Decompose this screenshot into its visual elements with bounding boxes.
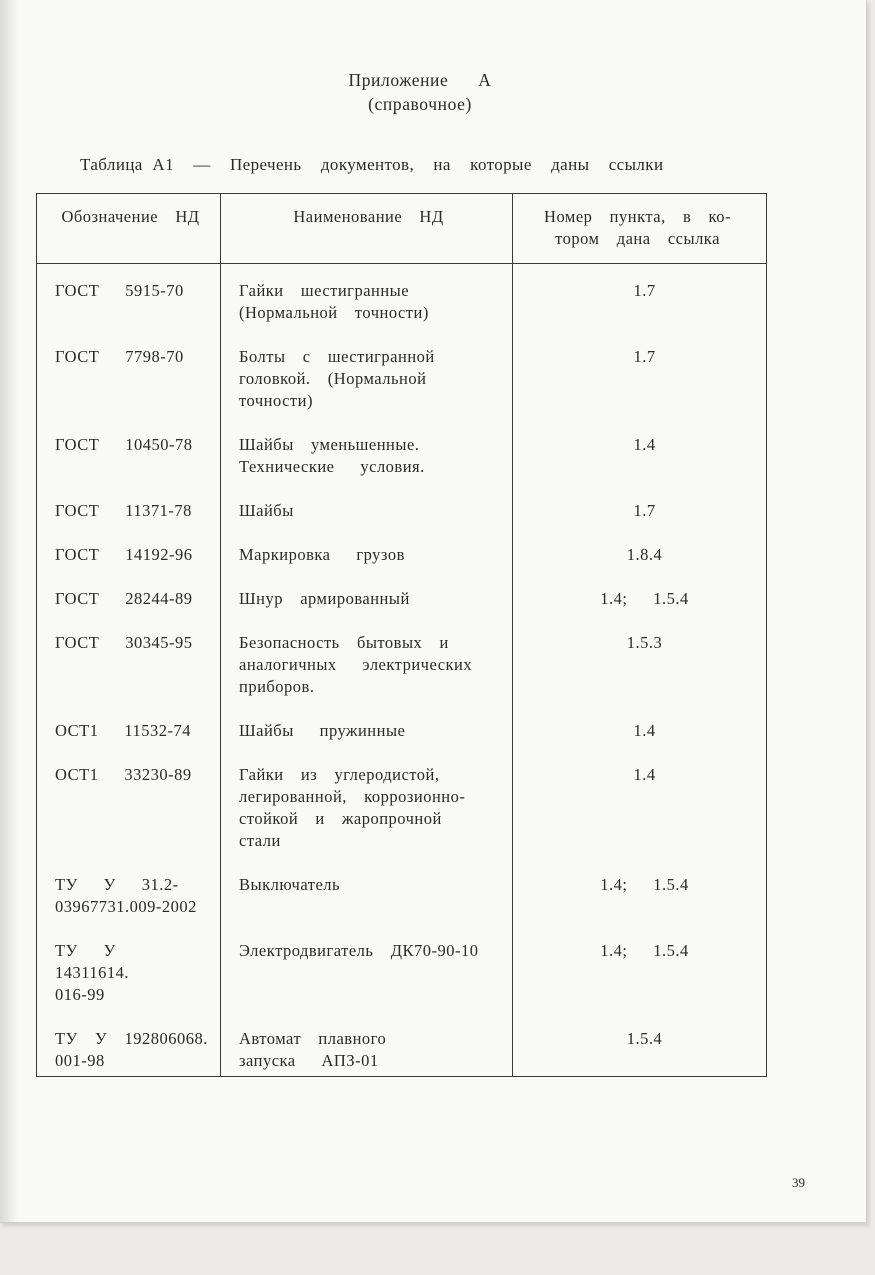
cell-name: Безопасность бытовых и аналогичных электрических приборов. [221, 632, 513, 720]
cell-name: Болты с шестигранной головкой. (Нормальной точности) [221, 346, 513, 434]
appendix-subtitle: (справочное) [368, 94, 472, 114]
page-number: 39 [792, 1175, 805, 1190]
header-designation: Обозначение НД [37, 194, 221, 264]
header-name: Наименование НД [221, 194, 513, 264]
table-row [37, 346, 767, 434]
cell-designation: ТУ У 31.2- 03967731.009-2002 [37, 874, 221, 940]
table-row [37, 874, 767, 940]
cell-designation: ГОСТ 10450-78 [37, 434, 221, 500]
cell-clause: 1.7 [513, 500, 767, 544]
cell-name: Шайбы [221, 500, 513, 544]
cell-clause: 1.5.4 [513, 1028, 767, 1077]
table-row [37, 434, 767, 500]
cell-designation: ТУ У 192806068. 001-98 [37, 1028, 221, 1077]
table-caption: Таблица А1 — Перечень документов, на которые даны ссылки [80, 155, 664, 174]
cell-designation: ОСТ1 11532-74 [37, 720, 221, 764]
header-clause: Номер пункта, в ко- тором дана ссылка [513, 194, 767, 264]
cell-name: Шайбы пружинные [221, 720, 513, 764]
table-header-row [37, 194, 767, 264]
cell-clause: 1.4 [513, 764, 767, 874]
table-row [37, 720, 767, 764]
cell-designation: ТУ У 14311614. 016-99 [37, 940, 221, 1028]
cell-name: Электродвигатель ДК70-90-10 [221, 940, 513, 1028]
cell-clause: 1.4; 1.5.4 [513, 874, 767, 940]
cell-name: Гайки шестигранные (Нормальной точности) [221, 264, 513, 347]
cell-name: Маркировка грузов [221, 544, 513, 588]
cell-designation: ГОСТ 5915-70 [37, 264, 221, 347]
table-row [37, 632, 767, 720]
cell-clause: 1.4 [513, 434, 767, 500]
cell-name: Автомат плавного запуска АПЗ-01 [221, 1028, 513, 1077]
cell-designation: ОСТ1 33230-89 [37, 764, 221, 874]
table-row [37, 500, 767, 544]
cell-name: Шайбы уменьшенные. Технические условия. [221, 434, 513, 500]
cell-name: Выключатель [221, 874, 513, 940]
table-row [37, 264, 767, 347]
cell-clause: 1.4; 1.5.4 [513, 588, 767, 632]
table-body [37, 264, 767, 1077]
cell-designation: ГОСТ 7798-70 [37, 346, 221, 434]
cell-clause: 1.5.3 [513, 632, 767, 720]
cell-clause: 1.4; 1.5.4 [513, 940, 767, 1028]
table-row [37, 544, 767, 588]
cell-designation: ГОСТ 28244-89 [37, 588, 221, 632]
references-table [36, 193, 767, 1077]
table-row [37, 1028, 767, 1077]
cell-clause: 1.7 [513, 264, 767, 347]
cell-name: Гайки из углеродистой, легированной, коррозионно- стойкой и жаропрочной стали [221, 764, 513, 874]
cell-clause: 1.7 [513, 346, 767, 434]
table-row [37, 940, 767, 1028]
appendix-title: Приложение А [348, 70, 492, 90]
table-row [37, 588, 767, 632]
cell-name: Шнур армированный [221, 588, 513, 632]
table-row [37, 764, 767, 874]
cell-designation: ГОСТ 30345-95 [37, 632, 221, 720]
cell-designation: ГОСТ 14192-96 [37, 544, 221, 588]
cell-clause: 1.8.4 [513, 544, 767, 588]
cell-designation: ГОСТ 11371-78 [37, 500, 221, 544]
cell-clause: 1.4 [513, 720, 767, 764]
